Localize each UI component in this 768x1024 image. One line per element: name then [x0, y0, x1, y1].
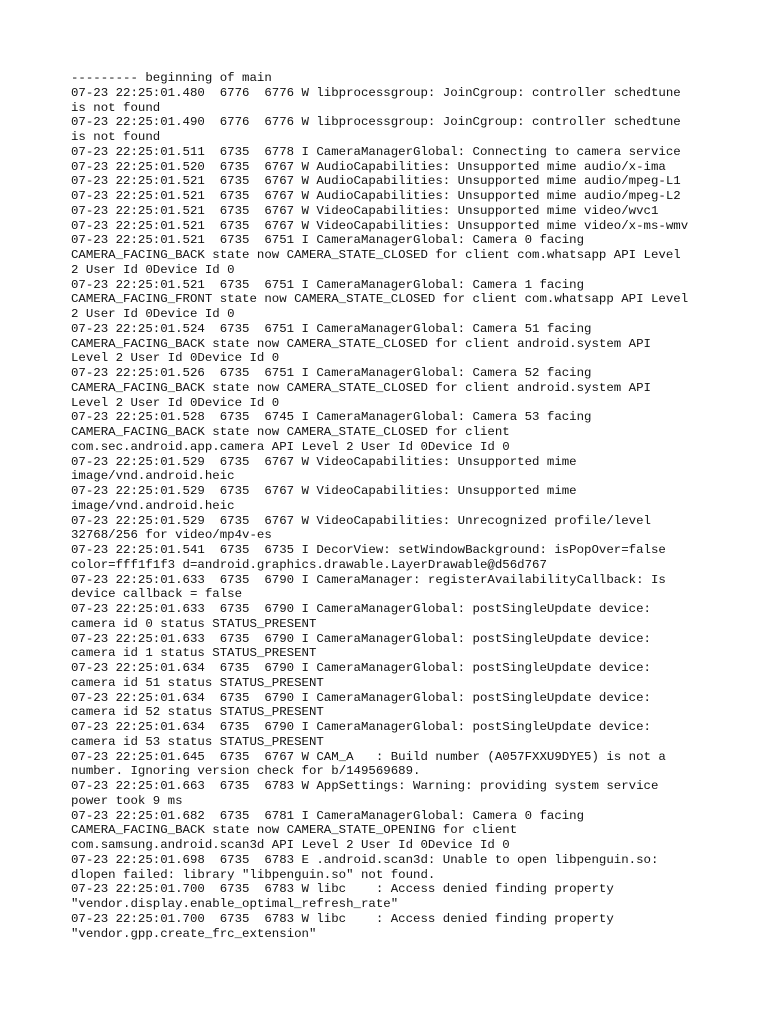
log-line: is not found: [71, 100, 161, 115]
log-line: CAMERA_FACING_BACK state now CAMERA_STATE_CLOSED for client android.system API: [71, 336, 651, 351]
log-line: camera id 51 status STATUS_PRESENT: [71, 675, 324, 690]
log-line: device callback = false: [71, 587, 243, 602]
log-line: 07-23 22:25:01.520 6735 6767 W AudioCapabilities: Unsupported mime audio/x-ima: [71, 159, 666, 174]
log-line: CAMERA_FACING_FRONT state now CAMERA_STATE_CLOSED for client com.whatsapp API Level: [71, 292, 689, 307]
log-line: color=fff1f1f3 d=android.graphics.drawable.LayerDrawable@d56d767: [71, 557, 547, 572]
log-line: 07-23 22:25:01.633 6735 6790 I CameraManagerGlobal: postSingleUpdate device:: [71, 631, 651, 646]
log-line: 07-23 22:25:01.645 6735 6767 W CAM_A : Build number (A057FXXU9DYE5) is not a: [71, 749, 666, 764]
log-line: 2 User Id 0Device Id 0: [71, 307, 235, 321]
log-line: 32768/256 for video/mp4v-es: [71, 528, 272, 543]
log-line: dlopen failed: library "libpenguin.so" not found.: [71, 867, 436, 882]
log-line: 07-23 22:25:01.700 6735 6783 W libc : Access denied finding property: [71, 911, 614, 926]
log-line: 07-23 22:25:01.526 6735 6751 I CameraManagerGlobal: Camera 52 facing: [71, 366, 592, 380]
log-line: com.samsung.android.scan3d API Level 2 User Id 0Device Id 0: [71, 838, 510, 852]
log-line: 07-23 22:25:01.521 6735 6767 W VideoCapabilities: Unsupported mime video/wvc1: [71, 203, 659, 218]
log-line: 07-23 22:25:01.634 6735 6790 I CameraManagerGlobal: postSingleUpdate device:: [71, 690, 651, 705]
log-line: 07-23 22:25:01.480 6776 6776 W libprocessgroup: JoinCgroup: controller schedtune: [71, 85, 681, 100]
log-line: image/vnd.android.heic: [71, 469, 235, 484]
log-line: CAMERA_FACING_BACK state now CAMERA_STATE_CLOSED for client: [71, 425, 510, 439]
log-line: 07-23 22:25:01.521 6735 6767 W AudioCapabilities: Unsupported mime audio/mpeg-L2: [71, 189, 681, 203]
log-line: 07-23 22:25:01.663 6735 6783 W AppSettings: Warning: providing system service: [71, 779, 659, 793]
log-line: camera id 1 status STATUS_PRESENT: [71, 646, 317, 661]
log-line: camera id 52 status STATUS_PRESENT: [71, 705, 324, 720]
log-line: com.sec.android.app.camera API Level 2 User Id 0Device Id 0: [71, 439, 510, 454]
log-document: [71, 71, 711, 941]
log-line: number. Ignoring version check for b/149569689.: [71, 764, 421, 779]
log-line: 07-23 22:25:01.541 6735 6735 I DecorView: setWindowBackground: isPopOver=false: [71, 543, 666, 557]
log-line: 07-23 22:25:01.634 6735 6790 I CameraManagerGlobal: postSingleUpdate device:: [71, 661, 651, 675]
log-line: camera id 53 status STATUS_PRESENT: [71, 734, 324, 749]
log-line: 07-23 22:25:01.521 6735 6751 I CameraManagerGlobal: Camera 1 facing: [71, 277, 585, 292]
log-line: CAMERA_FACING_BACK state now CAMERA_STATE_CLOSED for client android.system API: [71, 380, 651, 395]
log-line: "vendor.display.enable_optimal_refresh_rate": [71, 897, 399, 911]
log-line: 07-23 22:25:01.521 6735 6767 W AudioCapabilities: Unsupported mime audio/mpeg-L1: [71, 174, 681, 189]
log-line: CAMERA_FACING_BACK state now CAMERA_STATE_OPENING for client: [71, 823, 518, 838]
log-line: 07-23 22:25:01.490 6776 6776 W libprocessgroup: JoinCgroup: controller schedtune: [71, 115, 681, 130]
log-line: 07-23 22:25:01.521 6735 6767 W VideoCapabilities: Unsupported mime video/x-ms-wmv: [71, 218, 689, 233]
log-line: 07-23 22:25:01.700 6735 6783 W libc : Access denied finding property: [71, 882, 614, 897]
log-line: Level 2 User Id 0Device Id 0: [71, 351, 280, 366]
log-line: 07-23 22:25:01.529 6735 6767 W VideoCapabilities: Unrecognized profile/level: [71, 513, 651, 528]
log-line: 07-23 22:25:01.682 6735 6781 I CameraManagerGlobal: Camera 0 facing: [71, 808, 585, 823]
log-line: Level 2 User Id 0Device Id 0: [71, 395, 280, 410]
log-line: "vendor.gpp.create_frc_extension": [71, 926, 317, 941]
log-line: 2 User Id 0Device Id 0: [71, 262, 235, 277]
log-line: 07-23 22:25:01.529 6735 6767 W VideoCapabilities: Unsupported mime: [71, 454, 577, 469]
log-line: camera id 0 status STATUS_PRESENT: [71, 616, 317, 631]
log-line: 07-23 22:25:01.529 6735 6767 W VideoCapabilities: Unsupported mime: [71, 484, 577, 498]
log-line: --------- beginning of main: [71, 71, 272, 85]
log-line: 07-23 22:25:01.698 6735 6783 E .android.scan3d: Unable to open libpenguin.so:: [71, 852, 659, 867]
log-line: 07-23 22:25:01.511 6735 6778 I CameraManagerGlobal: Connecting to camera service: [71, 144, 681, 159]
log-line: 07-23 22:25:01.528 6735 6745 I CameraManagerGlobal: Camera 53 facing: [71, 410, 592, 425]
log-line: 07-23 22:25:01.521 6735 6751 I CameraManagerGlobal: Camera 0 facing: [71, 233, 585, 248]
log-line: power took 9 ms: [71, 793, 183, 808]
log-line: is not found: [71, 130, 161, 144]
log-line: image/vnd.android.heic: [71, 498, 235, 513]
log-line: 07-23 22:25:01.524 6735 6751 I CameraManagerGlobal: Camera 51 facing: [71, 321, 592, 336]
log-line: CAMERA_FACING_BACK state now CAMERA_STATE_CLOSED for client com.whatsapp API Level: [71, 248, 681, 262]
log-line: 07-23 22:25:01.634 6735 6790 I CameraManagerGlobal: postSingleUpdate device:: [71, 720, 651, 734]
log-line: 07-23 22:25:01.633 6735 6790 I CameraManagerGlobal: postSingleUpdate device:: [71, 602, 651, 616]
log-line: 07-23 22:25:01.633 6735 6790 I CameraManager: registerAvailabilityCallback: Is: [71, 572, 666, 587]
